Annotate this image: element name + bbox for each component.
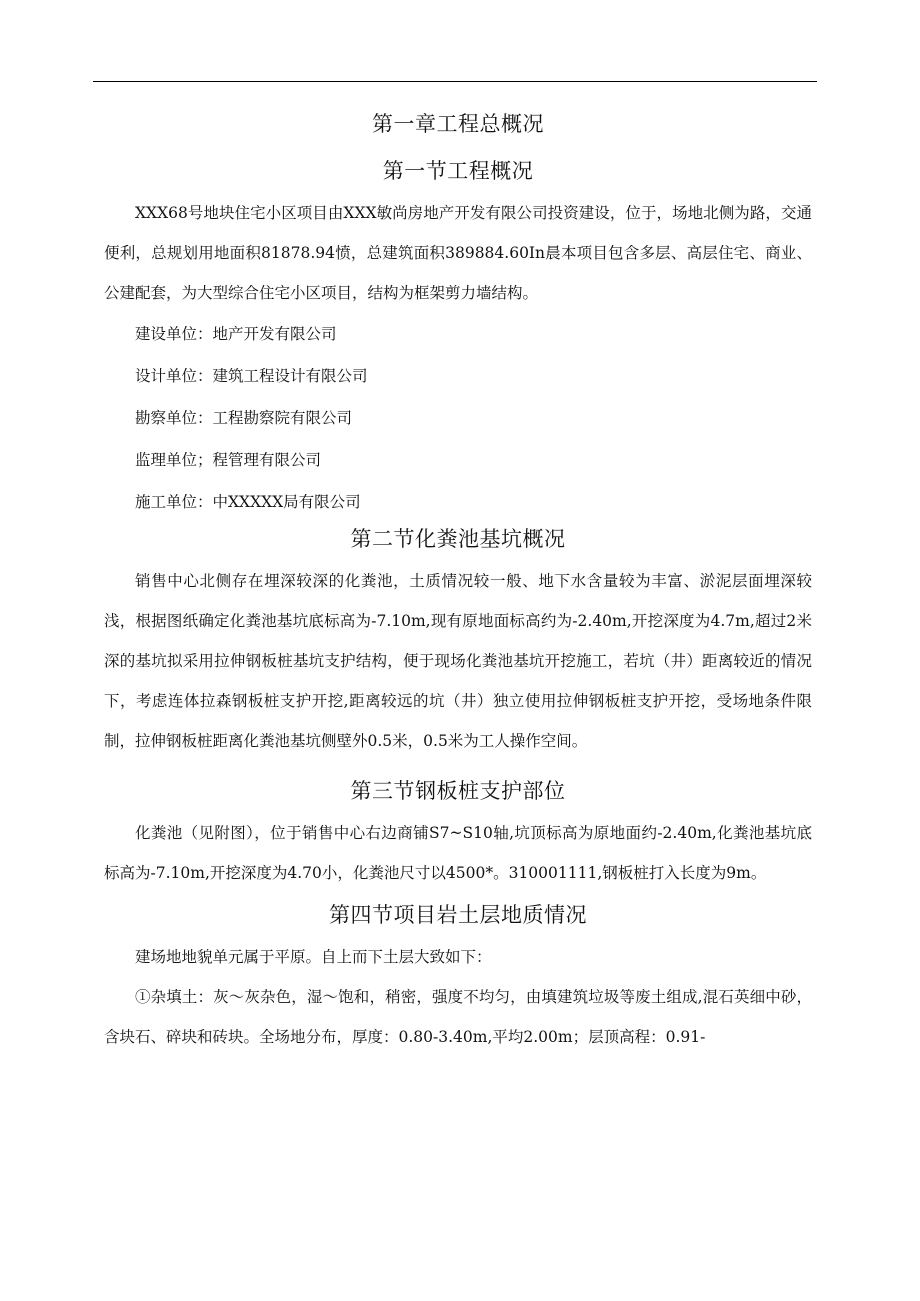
document-body [104, 94, 812, 1057]
section-3-title: 第三节钢板桩支护部位 [350, 779, 566, 803]
contractor-unit: 施工单位：中XXXXX局有限公司 [135, 493, 361, 511]
section-1-title: 第一节工程概况 [382, 159, 534, 183]
section-1-paragraph: XXX68号地块住宅小区项目由XXX敏尚房地产开发有限公司投资建设，位于，场地北侧为路，交通便利，总规划用地面积81878.94愤，总建筑面积389884.60In晨本项目包含多层、高层住宅、商业、公建配套，为大型综合住宅小区项目，结构为框架剪力墙结构。 [104, 204, 812, 302]
supervision-unit: 监理单位；程管理有限公司 [135, 451, 322, 469]
section-3-paragraph: 化粪池（见附图），位于销售中心右边商铺S7~S10轴,坑顶标高为原地面约-2.40m,化粪池基坑底标高为-7.10m,开挖深度为4.70小，化粪池尺寸以4500*。310001111,钢板桩打入长度为9m。 [104, 824, 812, 882]
section-4-paragraph-2: ①杂填土：灰～灰杂色，湿～饱和，稍密，强度不均匀，由填建筑垃圾等废土组成,混石英细中砂，含块石、碎块和砖块。全场地分布，厚度：0.80-3.40m,平均2.00m；层顶高程：0.91- [104, 988, 812, 1046]
section-2-title: 第二节化粪池基坑概况 [350, 527, 566, 551]
spacer [104, 761, 812, 775]
header-rule [93, 81, 817, 82]
construction-unit: 建设单位：地产开发有限公司 [135, 325, 337, 343]
section-4-title: 第四节项目岩土层地质情况 [329, 903, 587, 927]
survey-unit: 勘察单位：工程勘察院有限公司 [135, 409, 353, 427]
chapter-title: 第一章工程总概况 [372, 112, 544, 136]
section-2-paragraph: 销售中心北侧存在埋深较深的化粪池，土质情况较一般、地下水含量较为丰富、淤泥层面埋深较浅，根据图纸确定化粪池基坑底标高为-7.10m,现有原地面标高约为-2.40m,开挖深度为4.7m,超过2米深的基坑拟采用拉伸钢板桩基坑支护结构，便于现场化粪池基坑开挖施工，若坑（井）距离较近的情况下，考虑连体拉森钢板桩支护开挖,距离较远的坑（井）独立使用拉伸钢板桩支护开挖，受场地条件限制，拉伸钢板桩距离化粪池基坑侧壁外0.5米，0.5米为工人操作空间。 [104, 572, 812, 750]
section-4-paragraph-1: 建场地地貌单元属于平原。自上而下土层大致如下： [135, 948, 492, 966]
design-unit: 设计单位：建筑工程设计有限公司 [135, 367, 368, 385]
